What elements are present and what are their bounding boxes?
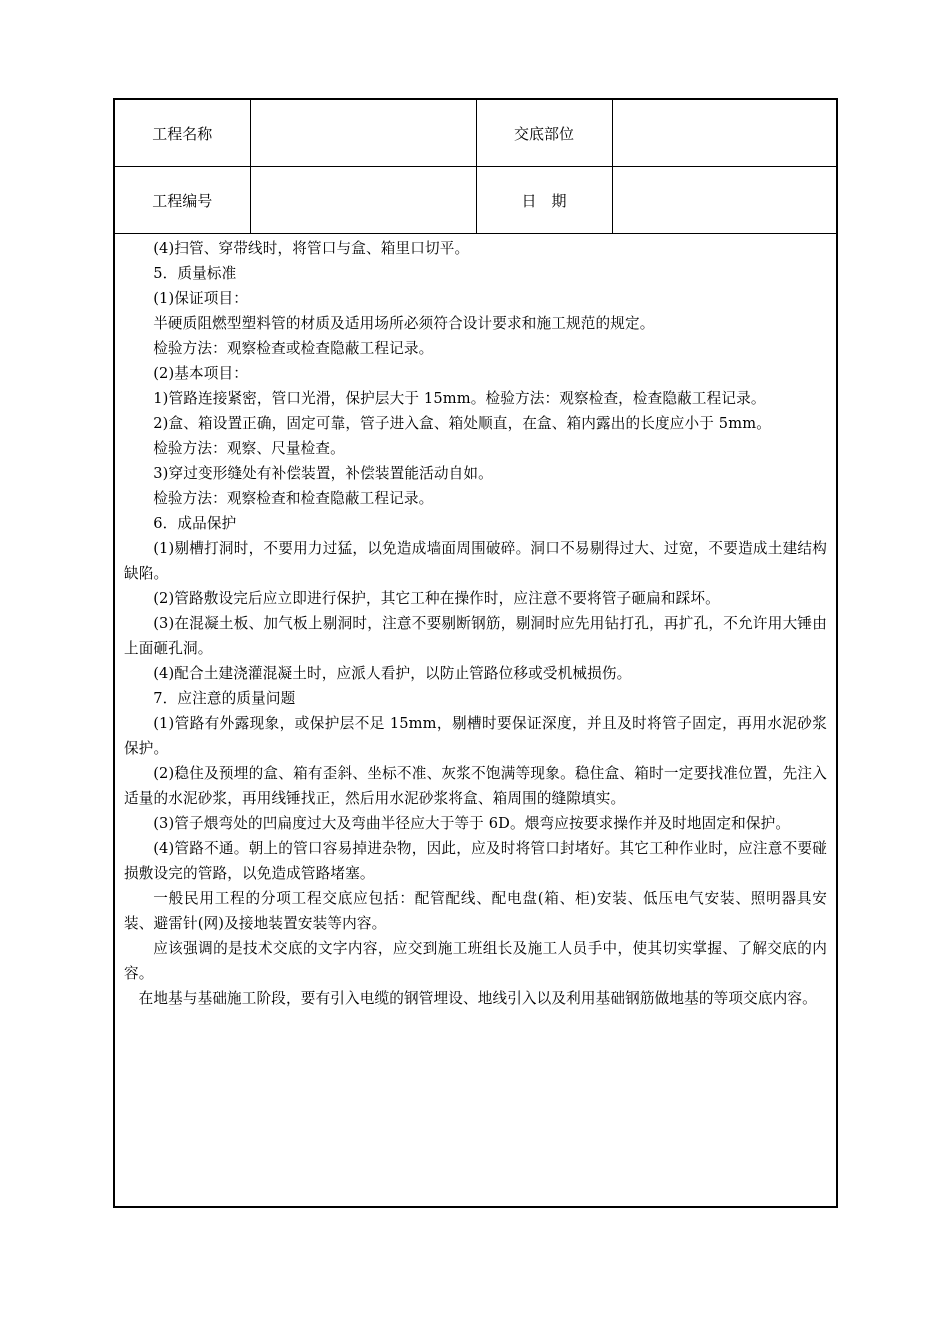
date-value[interactable] (612, 167, 836, 234)
section-heading: 5．质量标准 (153, 265, 237, 282)
paragraph: 一般民用工程的分项工程交底应包括：配管配线、配电盘(箱、柜)安装、低压电气安装、照明器具安装、避雷针(网)及接地装置安装等内容。 (124, 890, 827, 932)
paragraph: (1)剔槽打洞时，不要用力过猛，以免造成墙面周围破碎。洞口不易剔得过大、过宽，不要造成土建结构缺陷。 (124, 540, 827, 582)
paragraph: (2)稳住及预埋的盒、箱有歪斜、坐标不准、灰浆不饱满等现象。稳住盒、箱时一定要找准位置，先注入适量的水泥砂浆，再用线锤找正，然后用水泥砂浆将盒、箱周围的缝隙填实。 (124, 765, 827, 807)
paragraph: 应该强调的是技术交底的文字内容，应交到施工班组长及施工人员手中，使其切实掌握、了解交底的内容。 (124, 940, 827, 982)
paragraph: 检验方法：观察、尺量检查。 (153, 440, 345, 457)
paragraph: (3)管子煨弯处的凹扁度过大及弯曲半径应大于等于 6D。煨弯应按要求操作并及时地固定和保护。 (153, 815, 791, 832)
location-label: 交底部位 (476, 100, 612, 167)
paragraph: 检验方法：观察检查或检查隐蔽工程记录。 (153, 340, 434, 357)
paragraph: 2)盒、箱设置正确，固定可靠，管子进入盒、箱处顺直，在盒、箱内露出的长度应小于 5mm。 (153, 415, 771, 432)
section-heading: 7．应注意的质量问题 (153, 690, 296, 707)
project-name-value[interactable] (250, 100, 476, 167)
content-body (115, 234, 836, 1011)
paragraph: (2)管路敷设完后应立即进行保护，其它工种在操作时，应注意不要将管子砸扁和踩坏。 (153, 590, 720, 607)
header-row-1 (115, 100, 836, 167)
date-label: 日 期 (476, 167, 612, 234)
paragraph: 检验方法：观察检查和检查隐蔽工程记录。 (153, 490, 434, 507)
paragraph: (4)配合土建浇灌混凝土时，应派人看护，以防止管路位移或受机械损伤。 (153, 665, 632, 682)
location-value[interactable] (612, 100, 836, 167)
paragraph: (1)保证项目： (153, 290, 249, 307)
paragraph: (3)在混凝土板、加气板上剔洞时，注意不要剔断钢筋，剔洞时应先用钻打孔，再扩孔，不允许用大锤由上面砸孔洞。 (124, 615, 827, 657)
paragraph: 在地基与基础施工阶段，要有引入电缆的钢管埋设、地线引入以及利用基础钢筋做地基的等项交底内容。 (138, 990, 817, 1007)
header-row-2 (115, 167, 836, 234)
paragraph: (2)基本项目： (153, 365, 249, 382)
section-heading: 6．成品保护 (153, 515, 237, 532)
project-name-label: 工程名称 (115, 100, 250, 167)
paragraph: (4)管路不通。朝上的管口容易掉进杂物，因此，应及时将管口封堵好。其它工种作业时，应注意不要碰损敷设完的管路，以免造成管路堵塞。 (124, 840, 827, 882)
paragraph: 半硬质阻燃型塑料管的材质及适用场所必须符合设计要求和施工规范的规定。 (153, 315, 655, 332)
project-no-label: 工程编号 (115, 167, 250, 234)
paragraph: (1)管路有外露现象，或保护层不足 15mm，剔槽时要保证深度，并且及时将管子固定，再用水泥砂浆保护。 (124, 715, 827, 757)
paragraph: 1)管路连接紧密，管口光滑，保护层大于 15mm。检验方法：观察检查，检查隐蔽工程记录。 (153, 390, 766, 407)
header-table (115, 100, 836, 234)
paragraph: (4)扫管、穿带线时，将管口与盒、箱里口切平。 (153, 240, 470, 257)
disclosure-form (113, 98, 838, 1208)
project-no-value[interactable] (250, 167, 476, 234)
paragraph: 3)穿过变形缝处有补偿装置，补偿装置能活动自如。 (153, 465, 493, 482)
